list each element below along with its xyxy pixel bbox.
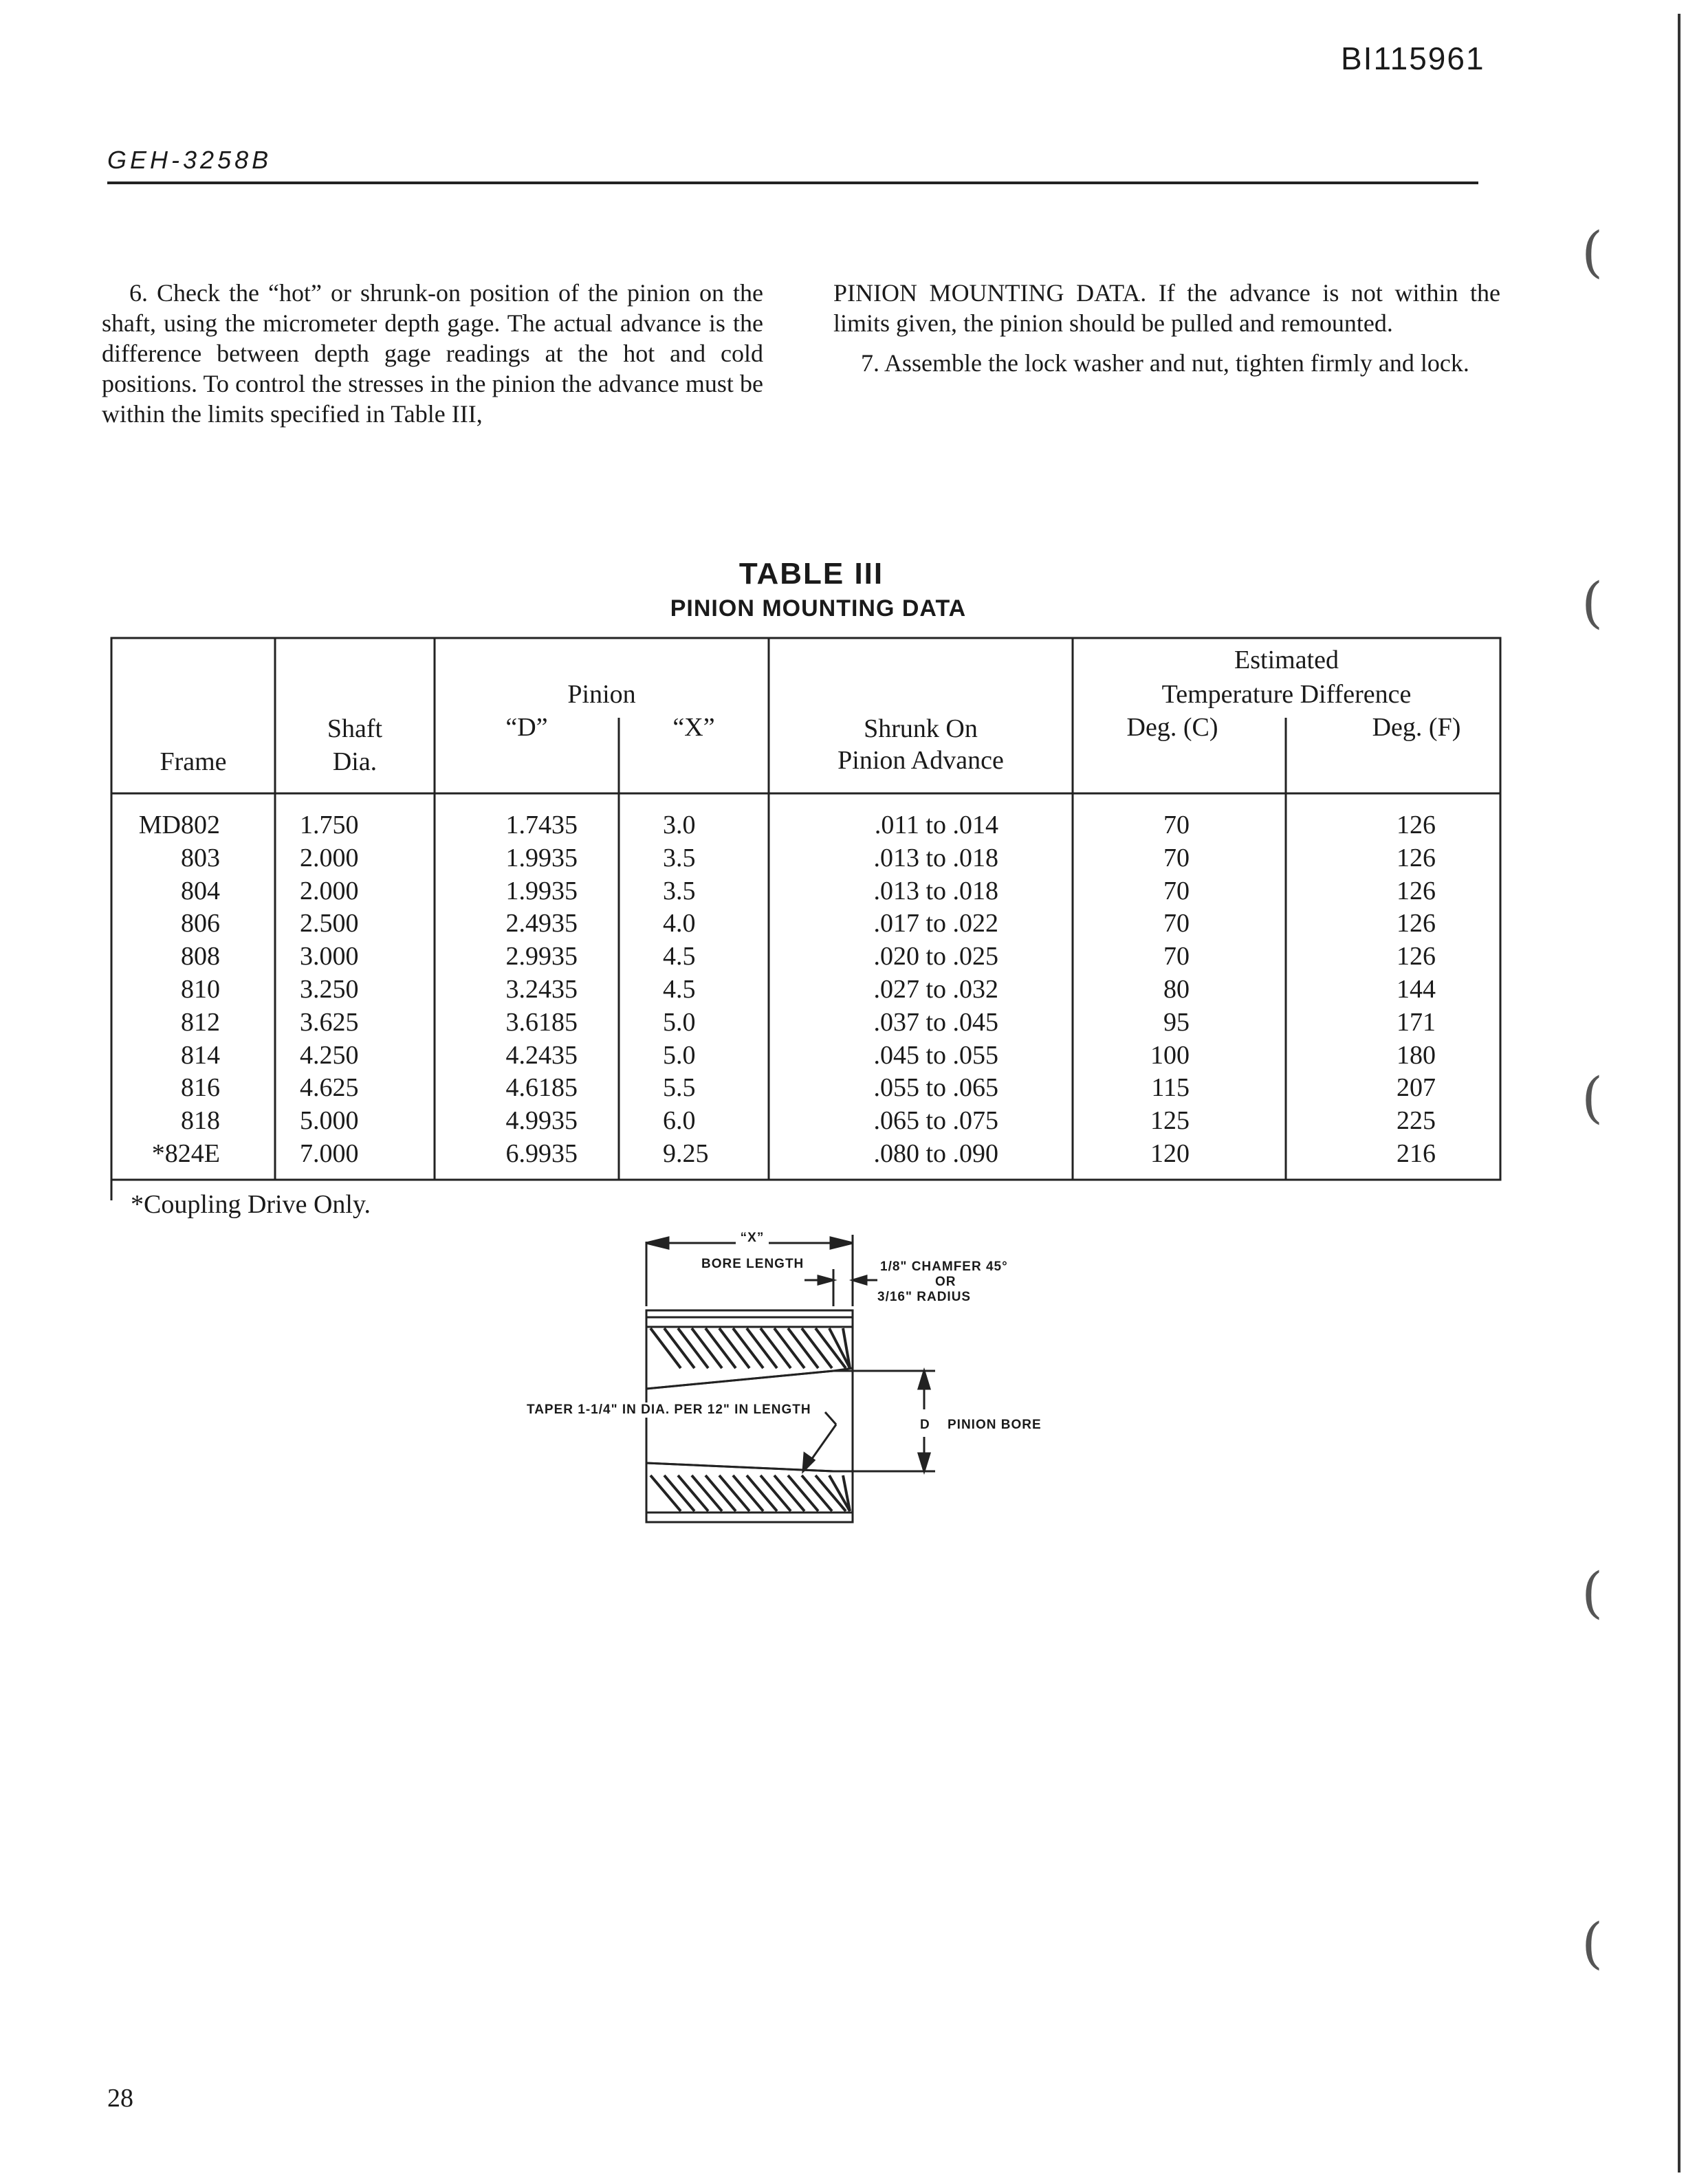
document-id: BI115961	[1341, 41, 1485, 76]
header-temperature-difference: Temperature Difference	[1161, 680, 1412, 709]
table-cell-advance: .013 to .018	[873, 876, 998, 905]
table-cell-f: 171	[1397, 1007, 1436, 1037]
table-cell-f: 126	[1397, 942, 1436, 971]
header-deg-c: Deg. (C)	[1126, 713, 1218, 742]
radius-label: 3/16" RADIUS	[877, 1290, 972, 1304]
table-cell-x: 4.5	[663, 942, 696, 971]
header-estimated: Estimated	[1234, 646, 1339, 674]
binder-hole-mark: (	[1581, 1561, 1603, 1625]
table-cell-shaft: 3.250	[300, 975, 359, 1004]
table-cell-shaft: 4.625	[300, 1073, 359, 1103]
table-cell-advance: .013 to .018	[873, 843, 998, 872]
table-cell-d: 3.2435	[505, 975, 578, 1004]
header-d: “D”	[505, 713, 548, 742]
page-number: 28	[107, 2084, 133, 2113]
header-frame: Frame	[160, 747, 227, 776]
table-cell-frame: 816	[181, 1073, 220, 1103]
table-cell-shaft: 1.750	[300, 811, 359, 839]
table-cell-frame: 810	[181, 975, 220, 1004]
table-cell-c: 120	[1150, 1139, 1190, 1168]
table-cell-frame: 804	[181, 876, 220, 905]
table-cell-x: 6.0	[663, 1106, 696, 1136]
table-cell-advance: .037 to .045	[873, 1007, 998, 1037]
table-cell-frame: 803	[181, 843, 220, 872]
binder-hole-mark: (	[1581, 571, 1603, 635]
table-cell-f: 144	[1397, 975, 1436, 1004]
table-cell-d: 2.9935	[505, 942, 578, 971]
table-cell-c: 70	[1163, 942, 1190, 971]
table-cell-c: 80	[1163, 975, 1190, 1004]
x-dimension-label: “X”	[740, 1231, 765, 1245]
table-cell-d: 4.2435	[505, 1040, 578, 1070]
table-cell-advance: .080 to .090	[873, 1139, 998, 1168]
table-cell-advance: .020 to .025	[873, 942, 998, 971]
table-cell-x: 9.25	[663, 1139, 709, 1168]
table-cell-x: 4.5	[663, 975, 696, 1004]
table-cell-frame: 808	[181, 942, 220, 971]
chamfer-or-label: OR	[935, 1275, 956, 1289]
paragraph-step-6: 6. Check the “hot” or shrunk-on position of the pinion on the shaft, using the micrometer depth gage. The actual advance is the difference between depth gage readings at the hot and cold positions. To control the stresses in the pinion the advance must be within the limits specified in Table III,	[102, 279, 763, 428]
bore-length-label: BORE LENGTH	[701, 1257, 804, 1271]
table-cell-x: 5.0	[663, 1007, 696, 1037]
binder-hole-mark: (	[1581, 220, 1603, 284]
table-cell-frame: MD802	[138, 811, 220, 839]
paragraph-step-6-continued: PINION MOUNTING DATA. If the advance is not within the limits given, the pinion should be pulled and remounted.	[833, 279, 1500, 337]
table-cell-x: 3.5	[663, 876, 696, 905]
table-cell-d: 1.9935	[505, 876, 578, 905]
table-cell-x: 4.0	[663, 909, 696, 938]
table-cell-f: 180	[1397, 1040, 1436, 1070]
table-cell-d: 4.6185	[505, 1073, 578, 1103]
table-cell-d: 4.9935	[505, 1106, 578, 1136]
table-cell-x: 3.0	[663, 811, 696, 839]
table-cell-shaft: 2.500	[300, 909, 359, 938]
table-cell-frame: *824E	[151, 1139, 220, 1168]
table-cell-d: 6.9935	[505, 1139, 578, 1168]
table-cell-c: 100	[1150, 1040, 1190, 1070]
table-cell-advance: .027 to .032	[873, 975, 998, 1004]
table-cell-c: 70	[1163, 843, 1190, 872]
header-shaft-dia: Dia.	[332, 747, 377, 776]
pinion-bore-label: PINION BORE	[948, 1418, 1042, 1432]
header-shrunk-on: Shrunk On	[864, 714, 978, 743]
table-cell-frame: 818	[181, 1106, 220, 1136]
table-subtitle: PINION MOUNTING DATA	[670, 595, 967, 622]
table-cell-c: 70	[1163, 909, 1190, 938]
page-edge	[1678, 14, 1680, 2172]
table-cell-d: 2.4935	[505, 909, 578, 938]
table-title: TABLE III	[738, 557, 884, 591]
header-shaft: Shaft	[327, 714, 383, 743]
table-cell-f: 126	[1397, 876, 1436, 905]
table-cell-c: 70	[1163, 876, 1190, 905]
table-cell-frame: 814	[181, 1040, 220, 1070]
table-cell-shaft: 4.250	[300, 1040, 359, 1070]
table-cell-c: 70	[1163, 811, 1190, 839]
table-cell-advance: .045 to .055	[873, 1040, 998, 1070]
paragraph-step-7: 7. Assemble the lock washer and nut, tighten firmly and lock.	[861, 349, 1469, 377]
table-cell-advance: .011 to .014	[874, 811, 998, 839]
table-cell-shaft: 7.000	[300, 1139, 359, 1168]
table-cell-x: 5.0	[663, 1040, 696, 1070]
table-cell-f: 216	[1397, 1139, 1436, 1168]
d-dimension-label: D	[920, 1418, 930, 1432]
header-x: “X”	[672, 713, 715, 742]
table-cell-advance: .055 to .065	[873, 1073, 998, 1103]
table-footnote: *Coupling Drive Only.	[131, 1190, 371, 1219]
table-cell-shaft: 3.625	[300, 1007, 359, 1037]
table-cell-f: 126	[1397, 811, 1436, 839]
table-cell-c: 95	[1163, 1007, 1190, 1037]
table-cell-shaft: 2.000	[300, 876, 359, 905]
table-cell-f: 207	[1397, 1073, 1436, 1103]
header-deg-f: Deg. (F)	[1372, 713, 1461, 742]
table-cell-f: 126	[1397, 909, 1436, 938]
table-cell-frame: 812	[181, 1007, 220, 1037]
table-cell-shaft: 3.000	[300, 942, 359, 971]
taper-label: TAPER 1-1/4" IN DIA. PER 12" IN LENGTH	[527, 1402, 811, 1417]
binder-hole-mark: (	[1581, 1911, 1603, 1975]
header-pinion-advance: Pinion Advance	[837, 746, 1004, 775]
table-cell-d: 3.6185	[505, 1007, 578, 1037]
binder-hole-mark: (	[1581, 1066, 1603, 1130]
table-cell-f: 126	[1397, 843, 1436, 872]
table-cell-d: 1.9935	[505, 843, 578, 872]
table-cell-advance: .065 to .075	[873, 1106, 998, 1136]
table-cell-f: 225	[1397, 1106, 1436, 1136]
table-cell-c: 115	[1151, 1073, 1190, 1103]
table-cell-x: 3.5	[663, 843, 696, 872]
header-pinion: Pinion	[567, 680, 636, 709]
table-cell-x: 5.5	[663, 1073, 696, 1103]
table-cell-d: 1.7435	[505, 811, 578, 839]
document-number: GEH-3258B	[107, 146, 272, 174]
table-cell-frame: 806	[181, 909, 220, 938]
table-cell-advance: .017 to .022	[873, 909, 998, 938]
table-cell-shaft: 5.000	[300, 1106, 359, 1136]
chamfer-label: 1/8" CHAMFER 45°	[880, 1260, 1008, 1274]
table-cell-shaft: 2.000	[300, 843, 359, 872]
table-cell-c: 125	[1150, 1106, 1190, 1136]
